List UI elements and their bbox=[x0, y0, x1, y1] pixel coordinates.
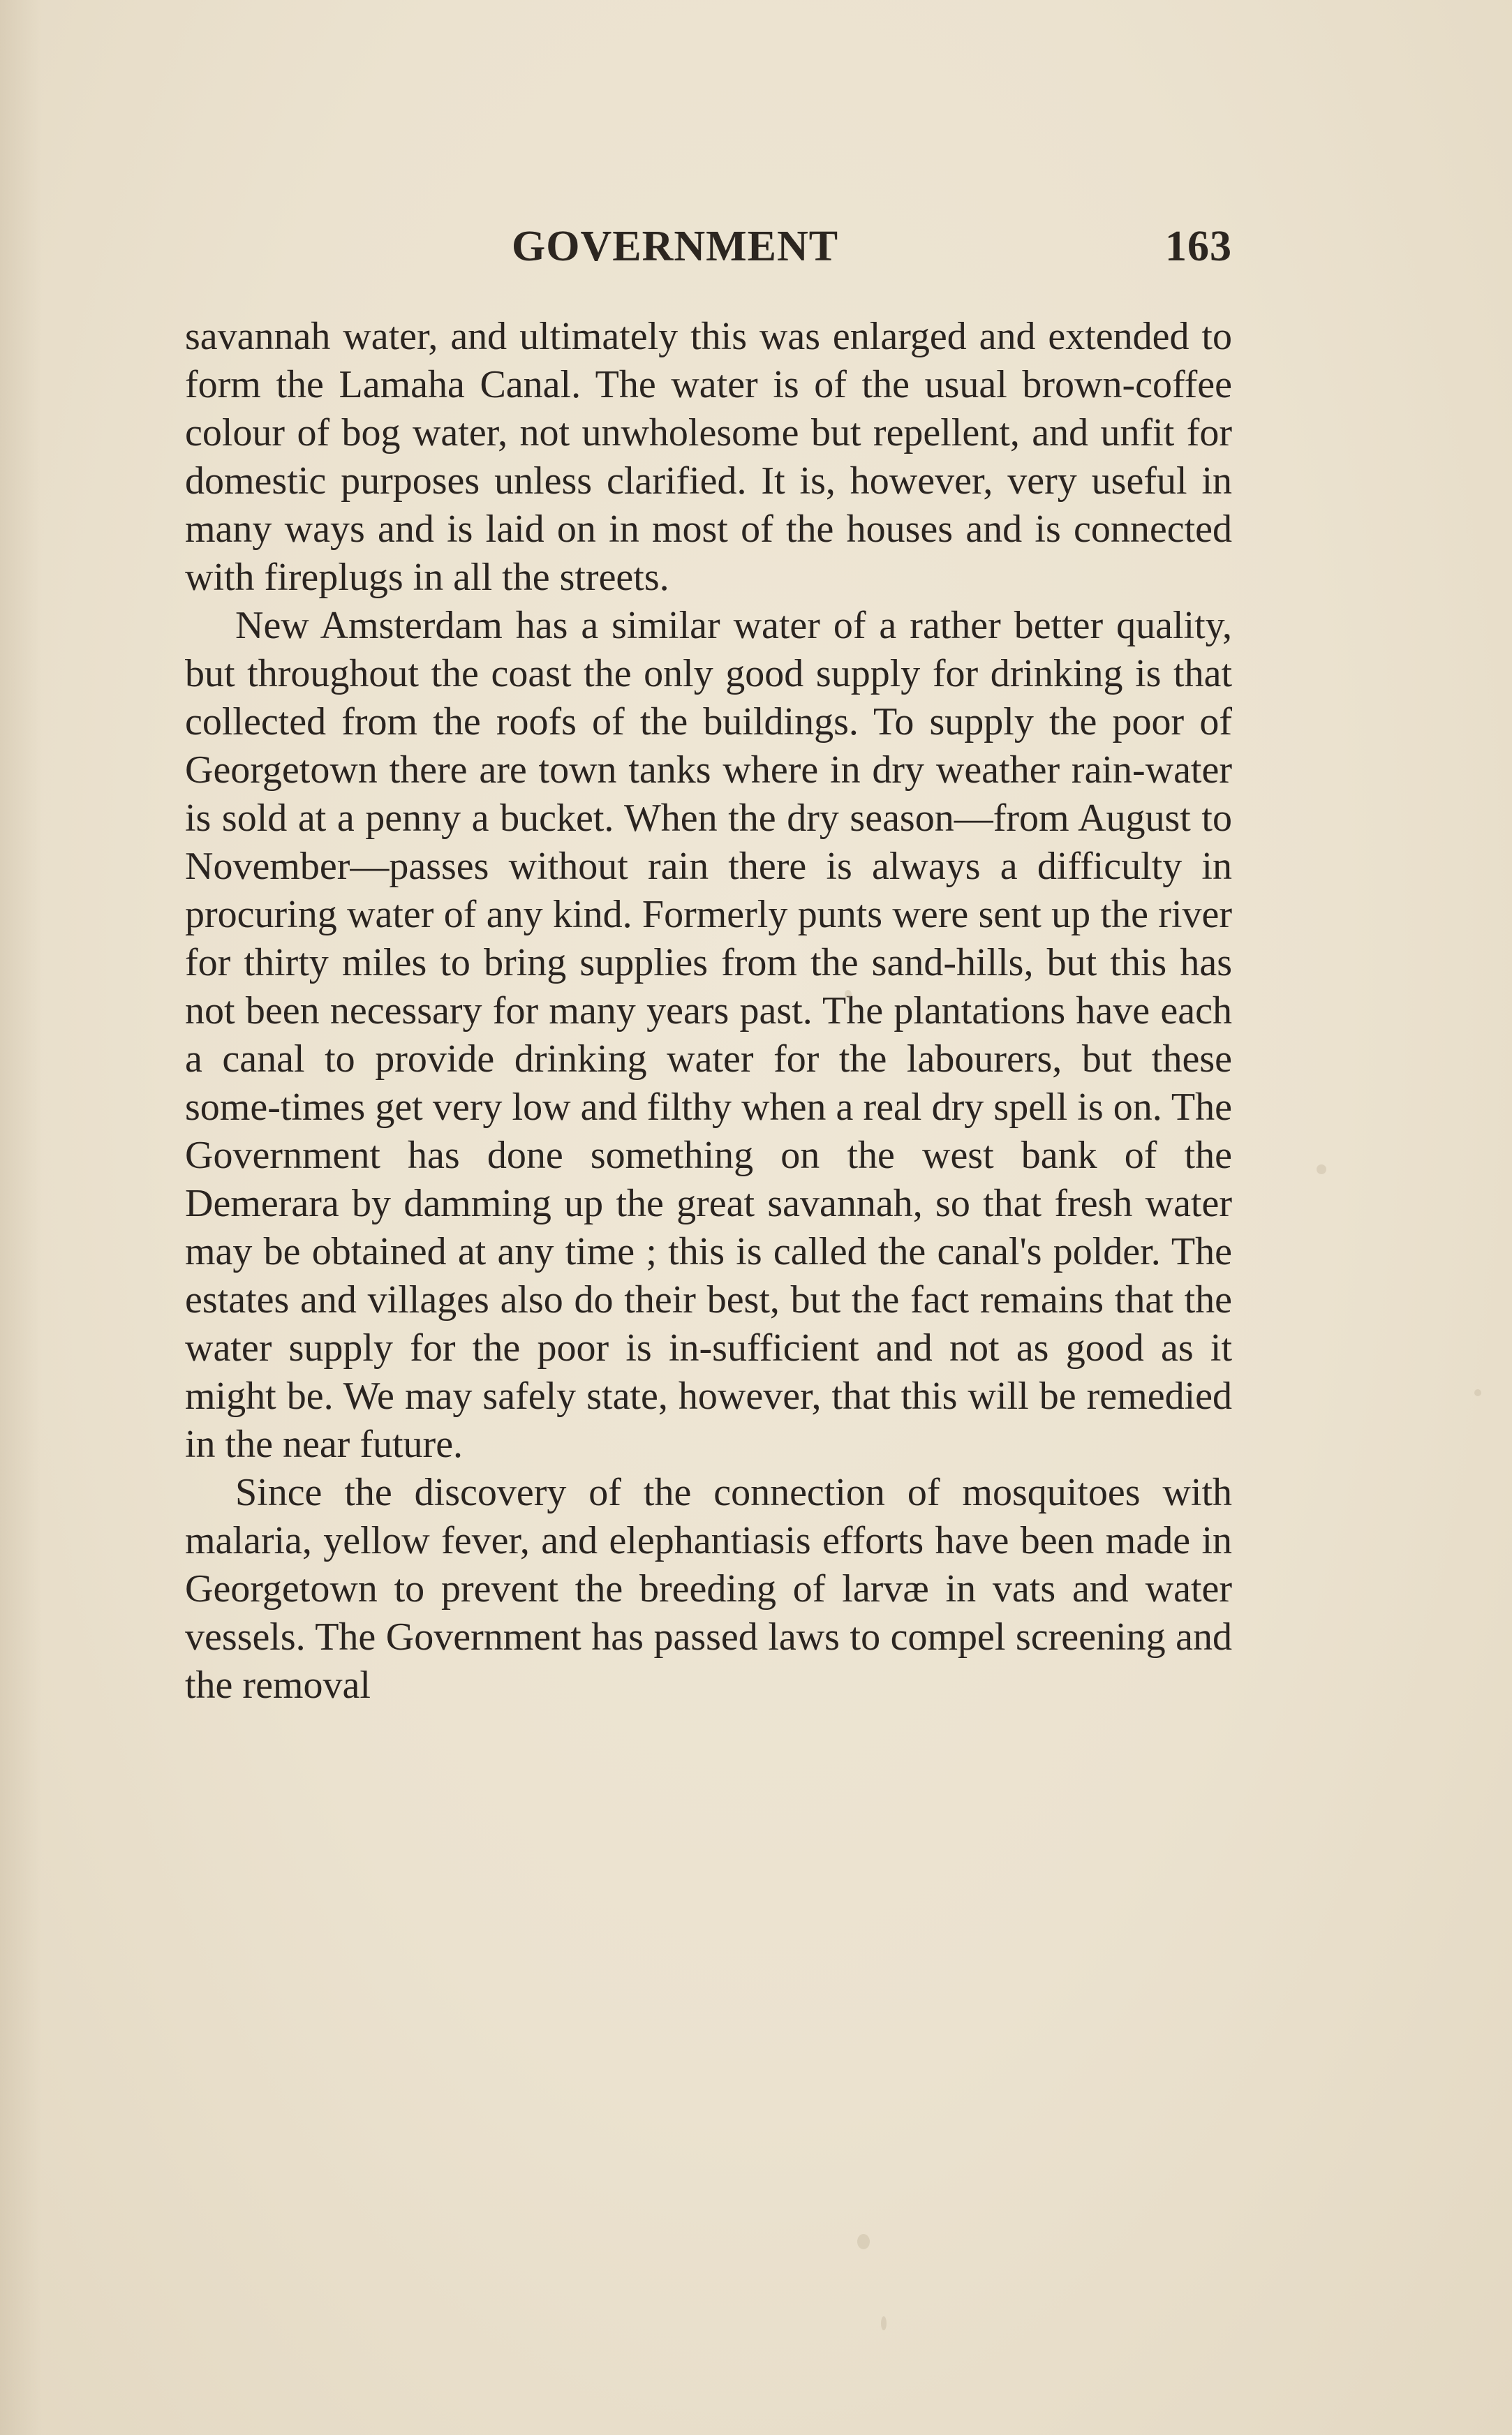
paragraph-mosquitoes: Since the discovery of the connection of mosquitoes with malaria, yellow fever, and elephantiasis efforts have been made in Georgetown to prevent the breeding of larvæ in vats and water vessels. The Government has passed laws to compel screening and the removal bbox=[185, 1471, 1232, 1707]
paper-speck bbox=[881, 2316, 887, 2330]
page-number: 163 bbox=[1165, 223, 1232, 270]
paragraph-water-canal: savannah water, and ultimately this was enlarged and extended to form the Lamaha Canal. The water is of the usual brown-coffee colour of bog water, not unwholesome but repellent, and unfit for domestic purposes unless clarified. It is, however, very useful in many ways and is laid on in most of the houses and is connected with fireplugs in all the streets. bbox=[185, 315, 1232, 599]
body-text bbox=[185, 313, 1232, 1710]
paper-speck bbox=[1474, 1389, 1481, 1396]
paper-speck bbox=[1317, 1164, 1326, 1174]
paper-speck bbox=[845, 990, 852, 998]
chapter-title: GOVERNMENT bbox=[512, 223, 839, 270]
paragraph-new-amsterdam: New Amsterdam has a similar water of a rather better quality, but throughout the coast the only good supply for drinking is that collected from the roofs of the buildings. To supply the poor of Georgetown there are town tanks where in dry weather rain-water is sold at a penny a bucket. When the dry season—from August to November—passes without rain there is always a difficulty in procuring water of any kind. Formerly punts were sent up the river for thirty miles to bring supplies from the sand-hills, but this has not been necessary for many years past. The plantations have each a canal to provide drinking water for the labourers, but these some-times get very low and filthy when a real dry spell is on. The Government has done something on the west bank of the Demerara by damming up the great savannah, so that fresh water may be obtained at any time ; this is called the canal's polder. The estates and villages also do their best, but the fact remains that the water supply for the poor is in-sufficient and not as good as it might be. We may safely state, however, that this will be remedied in the near future. bbox=[185, 604, 1232, 1466]
paper-speck bbox=[857, 2234, 870, 2249]
running-head bbox=[185, 222, 1232, 285]
